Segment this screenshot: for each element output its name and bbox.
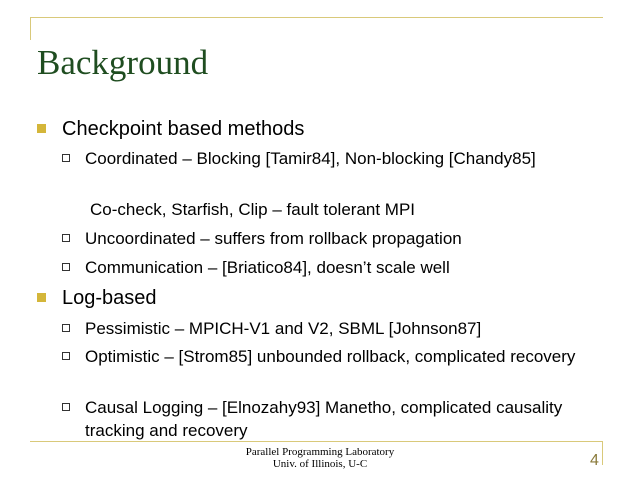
slide-title: Background xyxy=(37,43,209,82)
footer-lab-name: Parallel Programming Laboratory xyxy=(245,446,395,458)
hollow-square-bullet-icon xyxy=(62,324,70,332)
bullet-text: Checkpoint based methods xyxy=(62,118,305,140)
hollow-square-bullet-icon xyxy=(62,263,70,271)
sub-text-fault-tolerant-mpi: Co-check, Starfish, Clip – fault tolerant MPI xyxy=(90,200,416,219)
page-number: 4 xyxy=(590,452,599,469)
slide-footer xyxy=(200,446,440,470)
sub-bullet-text: Optimistic – [Strom85] unbounded rollback, complicated recovery xyxy=(85,347,576,366)
sub-bullet-text: Communication – [Briatico84], doesn’t scale well xyxy=(85,258,450,277)
bullet-text: Log-based xyxy=(62,287,157,309)
hollow-square-bullet-icon xyxy=(62,352,70,360)
sub-bullet-text: Pessimistic – MPICH-V1 and V2, SBML [Johnson87] xyxy=(85,319,482,338)
square-bullet-icon xyxy=(37,293,46,302)
hollow-square-bullet-icon xyxy=(62,403,70,411)
footer-university: Univ. of Illinois, U-C xyxy=(272,458,368,470)
hollow-square-bullet-icon xyxy=(62,154,70,162)
hollow-square-bullet-icon xyxy=(62,234,70,242)
sub-bullet-text: Coordinated – Blocking [Tamir84], Non-blocking [Chandy85] xyxy=(85,149,536,168)
square-bullet-icon xyxy=(37,124,46,133)
sub-bullet-text: Causal Logging – [Elnozahy93] Manetho, complicated causality tracking and recovery xyxy=(85,398,563,440)
sub-bullet-text: Uncoordinated – suffers from rollback propagation xyxy=(85,229,462,248)
